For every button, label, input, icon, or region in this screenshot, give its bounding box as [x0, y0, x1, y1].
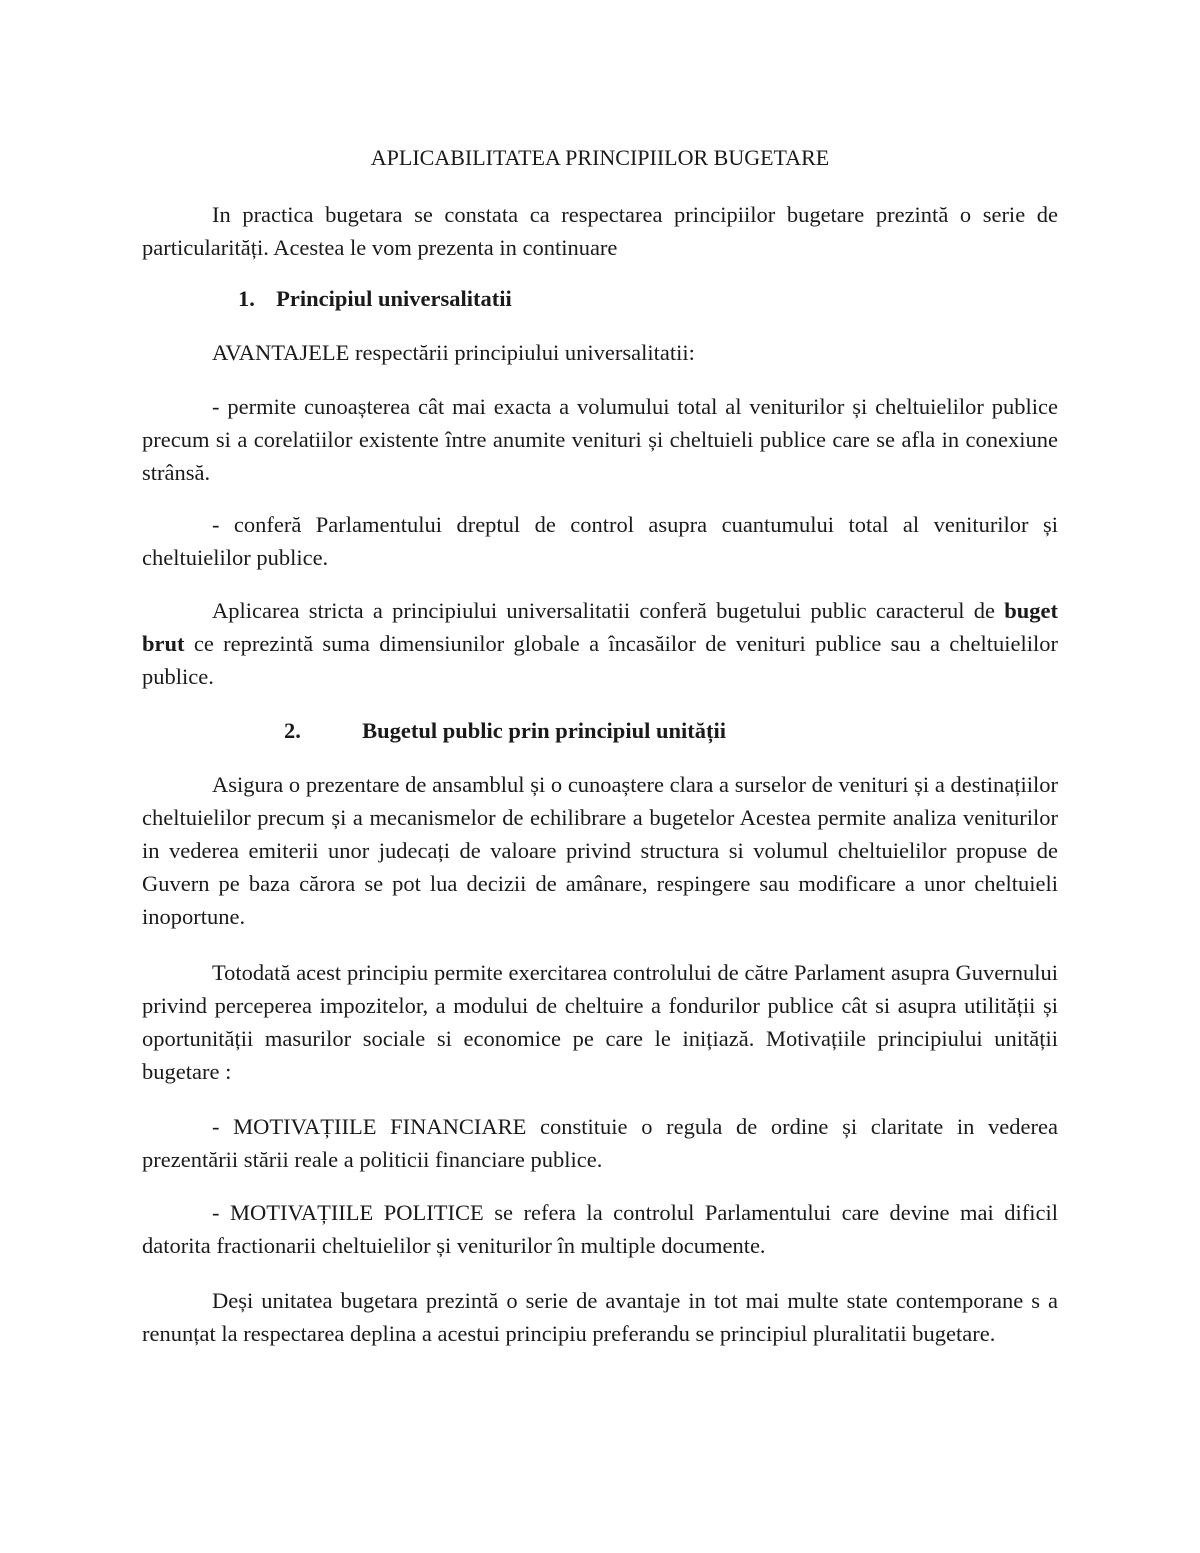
section1-paragraph — [142, 594, 1058, 693]
section2-heading — [284, 716, 726, 746]
section1-paragraph-end: ce reprezintă suma dimensiunilor globale a încasăilor de venituri publice sau a cheltuielilor publice. — [142, 631, 1058, 689]
section1-paragraph-start: Aplicarea stricta a principiului universalitatii conferă bugetului public caracterul de — [212, 598, 1005, 623]
document-title: APLICABILITATEA PRINCIPIILOR BUGETARE — [370, 145, 830, 170]
section2-paragraph3: Deși unitatea bugetara prezintă o serie de avantaje in tot mai multe state contemporane s a renunțat la respectarea deplina a acestui principiu preferandu se principiul pluralitatii bugetare. — [142, 1288, 1058, 1346]
bold-term: buget brut — [142, 598, 1058, 656]
section1-heading-text: Principiul universalitatii — [276, 286, 512, 311]
section2-item1: - MOTIVAȚIILE FINANCIARE constituie o regula de ordine și claritate in vederea prezentării stării reale a politicii financiare publice. — [142, 1114, 1058, 1172]
section2-number: 2. — [284, 718, 301, 743]
section1-item2: - conferă Parlamentului dreptul de control asupra cuantumului total al veniturilor și cheltuielilor publice. — [142, 512, 1058, 570]
section2-paragraph1: Asigura o prezentare de ansamblul și o cunoaștere clara a surselor de venituri și a destinațiilor cheltuielilor precum și a mecanismelor de echilibrare a bugetelor Acestea permite analiza veniturilor in vederea emiterii unor judecați de valoare privind structura si volumul cheltuielilor propuse de Guvern pe baza cărora se pot lua decizii de amânare, respingere sau modificare a unor cheltuieli inoportune. — [142, 772, 1058, 929]
section2-heading-text: Bugetul public prin principiul unității — [362, 718, 726, 743]
intro-paragraph: In practica bugetara se constata ca respectarea principiilor bugetare prezintă o serie de particularități. Acestea le vom prezenta in continuare — [142, 202, 1058, 260]
section2-item2: - MOTIVAȚIILE POLITICE se refera la controlul Parlamentului care devine mai dificil datorita fractionarii cheltuielilor și veniturilor în multiple documente. — [142, 1200, 1058, 1258]
advantages-label: AVANTAJELE respectării principiului universalitatii: — [212, 340, 695, 365]
section1-heading — [238, 284, 512, 314]
section1-item1: - permite cunoașterea cât mai exacta a volumului total al veniturilor și cheltuielilor publice precum si a corelatiilor existente între anumite venituri și cheltuieli publice care se afla in conexiune strânsă. — [142, 394, 1058, 485]
document-page — [142, 0, 1058, 1553]
section2-paragraph2: Totodată acest principiu permite exercitarea controlului de către Parlament asupra Guvernului privind perceperea impozitelor, a modului de cheltuire a fondurilor publice cât si asupra utilității și oportunității masurilor sociale si economice pe care le inițiază. Motivațiile principiului unității bugetare : — [142, 960, 1058, 1084]
section1-number: 1. — [238, 286, 255, 311]
